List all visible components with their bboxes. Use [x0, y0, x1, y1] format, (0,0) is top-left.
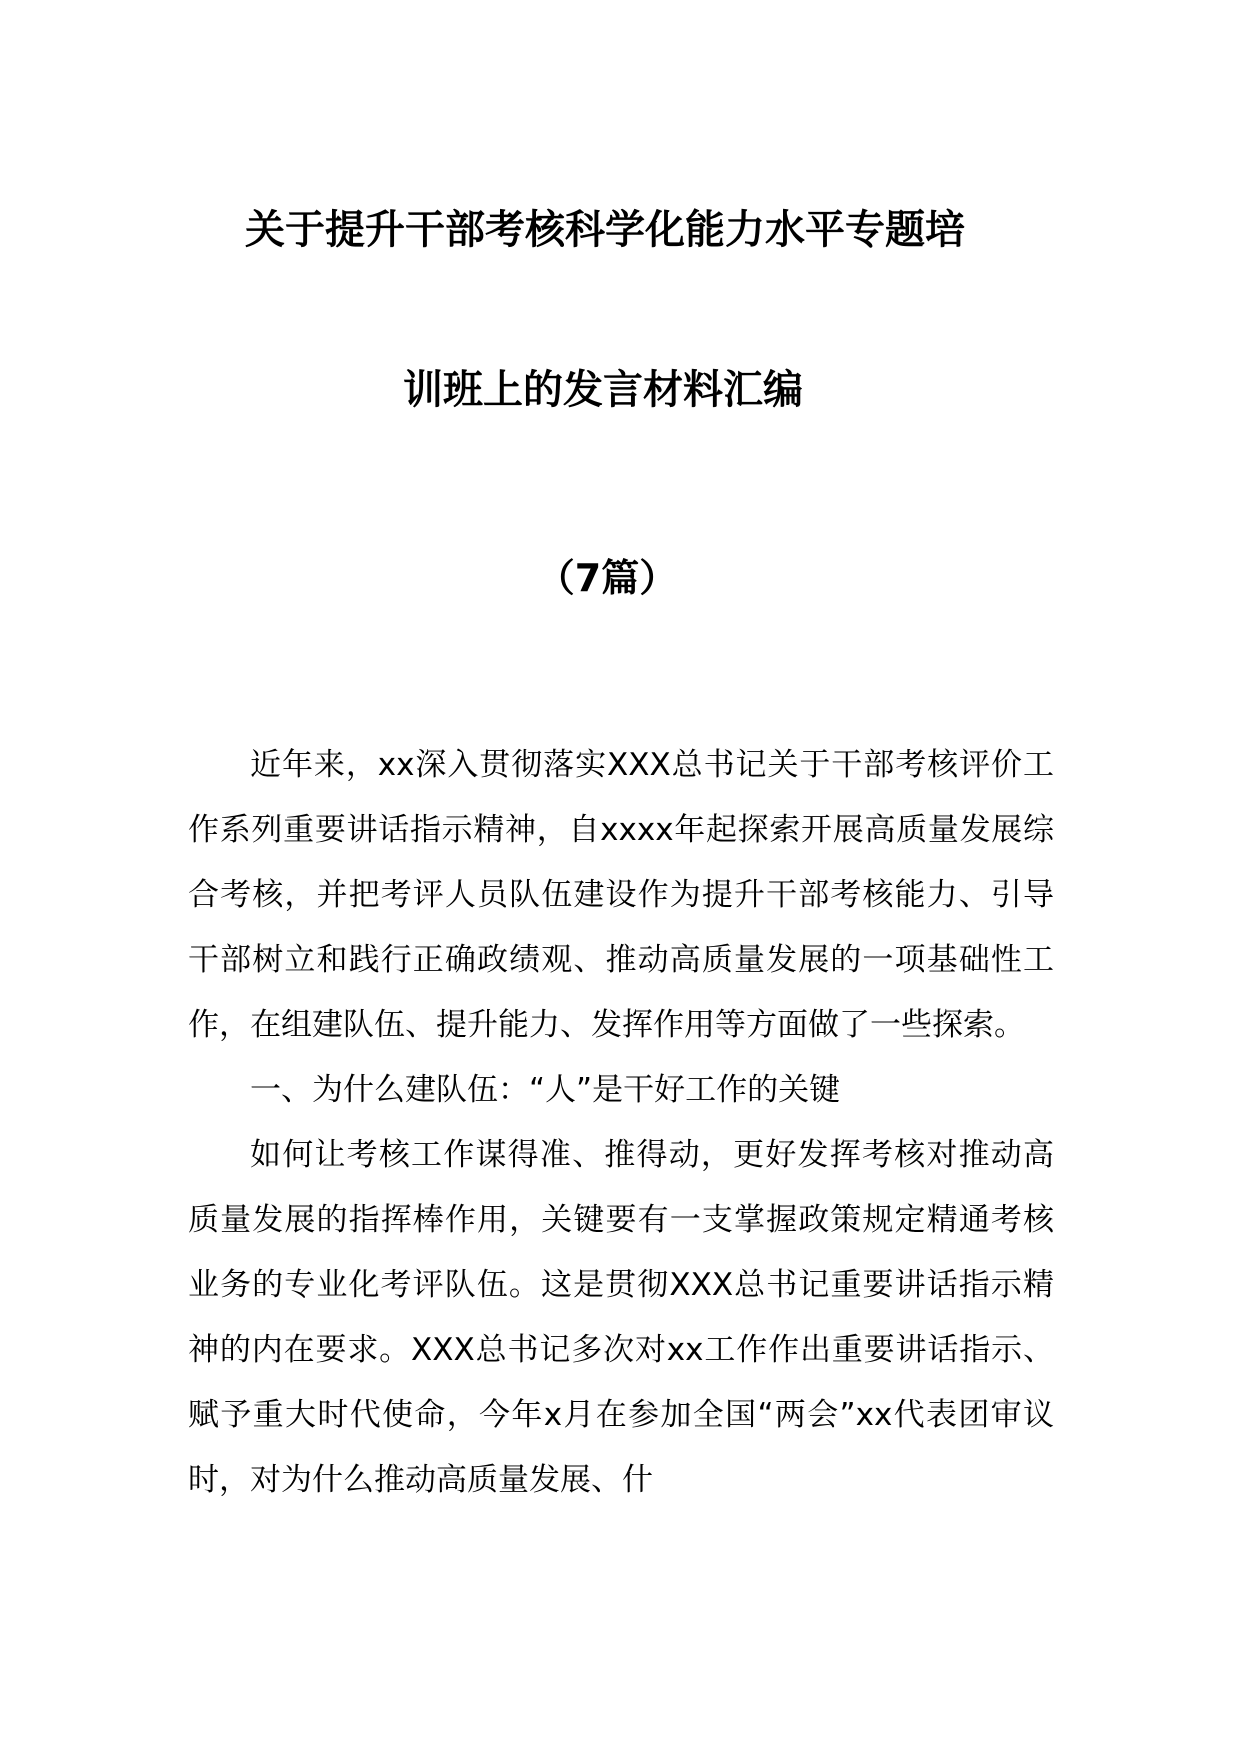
document-title-line-2: 训班上的发言材料汇编 [403, 367, 803, 413]
document-count-label: （7篇） [536, 556, 678, 600]
intro-paragraph: 近年来，xx深入贯彻落实XXX总书记关于干部考核评价工作系列重要讲话指示精神，自xxxx年起探索开展高质量发展综合考核，并把考评人员队伍建设作为提升干部考核能力、引导干部树立和践行正确政绩观、推动高质量发展的一项基础性工作，在组建队伍、提升能力、发挥作用等方面做了一些探索。 [188, 747, 1054, 1043]
body-paragraph: 如何让考核工作谋得准、推得动，更好发挥考核对推动高质量发展的指挥棒作用，关键要有一支掌握政策规定精通考核业务的专业化考评队伍。这是贯彻XXX总书记重要讲话指示精神的内在要求。XXX总书记多次对xx工作作出重要讲话指示、赋予重大时代使命，今年x月在参加全国“两会”xx代表团审议时，对为什么推动高质量发展、什 [188, 1137, 1054, 1498]
section-heading: 一、为什么建队伍：“人”是干好工作的关键 [250, 1072, 841, 1108]
document-title-line-1: 关于提升干部考核科学化能力水平专题培 [245, 207, 965, 253]
document-body [188, 733, 1054, 1513]
